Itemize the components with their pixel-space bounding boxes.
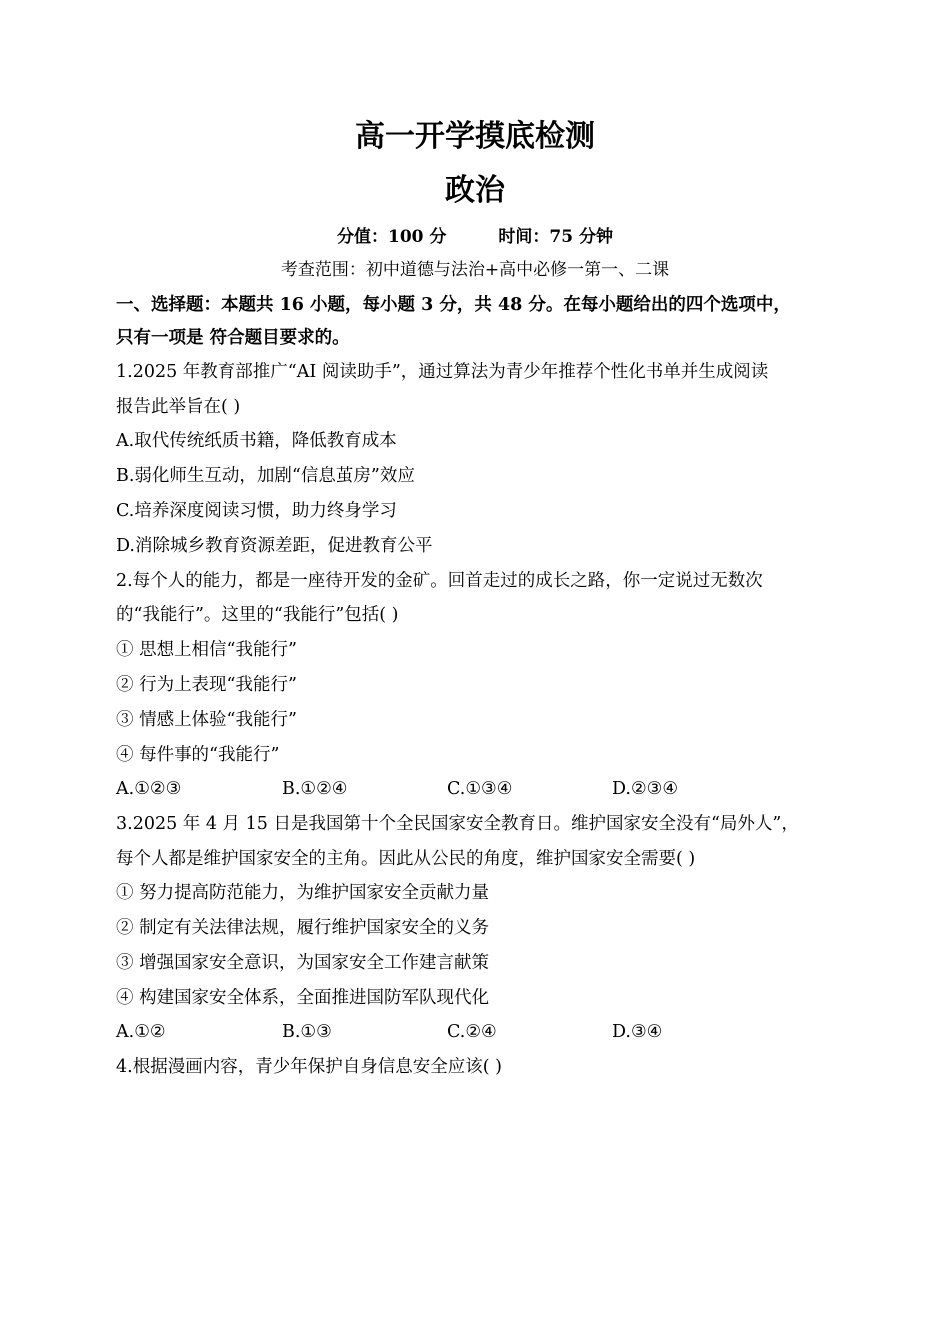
q3-item-4: ④ 构建国家安全体系，全面推进国防军队现代化 — [116, 988, 490, 1008]
section-heading-line1: 一、选择题：本题共 16 小题，每小题 3 分，共 48 分。在每小题给出的四个选项中， — [116, 295, 791, 315]
q3-choice-b: B.①③ — [282, 1022, 332, 1042]
time-label: 时间：75 分钟 — [498, 227, 613, 247]
q3-item-2: ② 制定有关法律法规，履行维护国家安全的义务 — [116, 918, 490, 938]
q2-item-1: ① 思想上相信“我能行” — [116, 640, 297, 660]
q3-choice-c: C.②④ — [447, 1022, 497, 1042]
q3-item-3: ③ 增强国家安全意识，为国家安全工作建言献策 — [116, 953, 490, 973]
exam-scope: 考查范围：初中道德与法治+高中必修一第一、二课 — [280, 260, 670, 280]
score-label: 分值：100 分 — [337, 227, 447, 247]
exam-meta — [0, 224, 950, 250]
q1-option-d: D.消除城乡教育资源差距，促进教育公平 — [116, 536, 433, 556]
q3-choice-a: A.①② — [116, 1022, 166, 1042]
q3-stem-line1: 3.2025 年 4 月 15 日是我国第十个全民国家安全教育日。维护国家安全没有“局外人”， — [116, 814, 799, 834]
q2-stem-line1: 2.每个人的能力，都是一座待开发的金矿。回首走过的成长之路，你一定说过无数次 — [116, 571, 763, 591]
q2-choice-c: C.①③④ — [447, 779, 513, 799]
q1-stem-line1: 1.2025 年教育部推广“AI 阅读助手”，通过算法为青少年推荐个性化书单并生成阅读 — [116, 362, 769, 382]
q1-option-c: C.培养深度阅读习惯，助力终身学习 — [116, 501, 397, 521]
q2-choice-a: A.①②③ — [116, 779, 182, 799]
q1-stem-line2: 报告此举旨在( ) — [116, 397, 241, 417]
q2-item-3: ③ 情感上体验“我能行” — [116, 710, 297, 730]
q3-item-1: ① 努力提高防范能力，为维护国家安全贡献力量 — [116, 883, 490, 903]
q4-stem-line1: 4.根据漫画内容，青少年保护自身信息安全应该( ) — [116, 1057, 502, 1077]
q1-option-a: A.取代传统纸质书籍，降低教育成本 — [116, 431, 397, 451]
q1-option-b: B.弱化师生互动，加剧“信息茧房”效应 — [116, 466, 415, 486]
q2-stem-line2: 的“我能行”。这里的“我能行”包括( ) — [116, 605, 399, 625]
subject-title: 政治 — [445, 173, 505, 208]
q2-choice-b: B.①②④ — [282, 779, 348, 799]
q3-stem-line2: 每个人都是维护国家安全的主角。因此从公民的角度，维护国家安全需要( ) — [116, 849, 696, 869]
exam-title: 高一开学摸底检测 — [355, 119, 595, 154]
q3-choice-d: D.③④ — [612, 1022, 663, 1042]
q2-item-2: ② 行为上表现“我能行” — [116, 675, 297, 695]
section-heading-line2: 只有一项是 符合题目要求的。 — [116, 328, 350, 348]
q2-choice-d: D.②③④ — [612, 779, 679, 799]
q2-item-4: ④ 每件事的“我能行” — [116, 745, 280, 765]
